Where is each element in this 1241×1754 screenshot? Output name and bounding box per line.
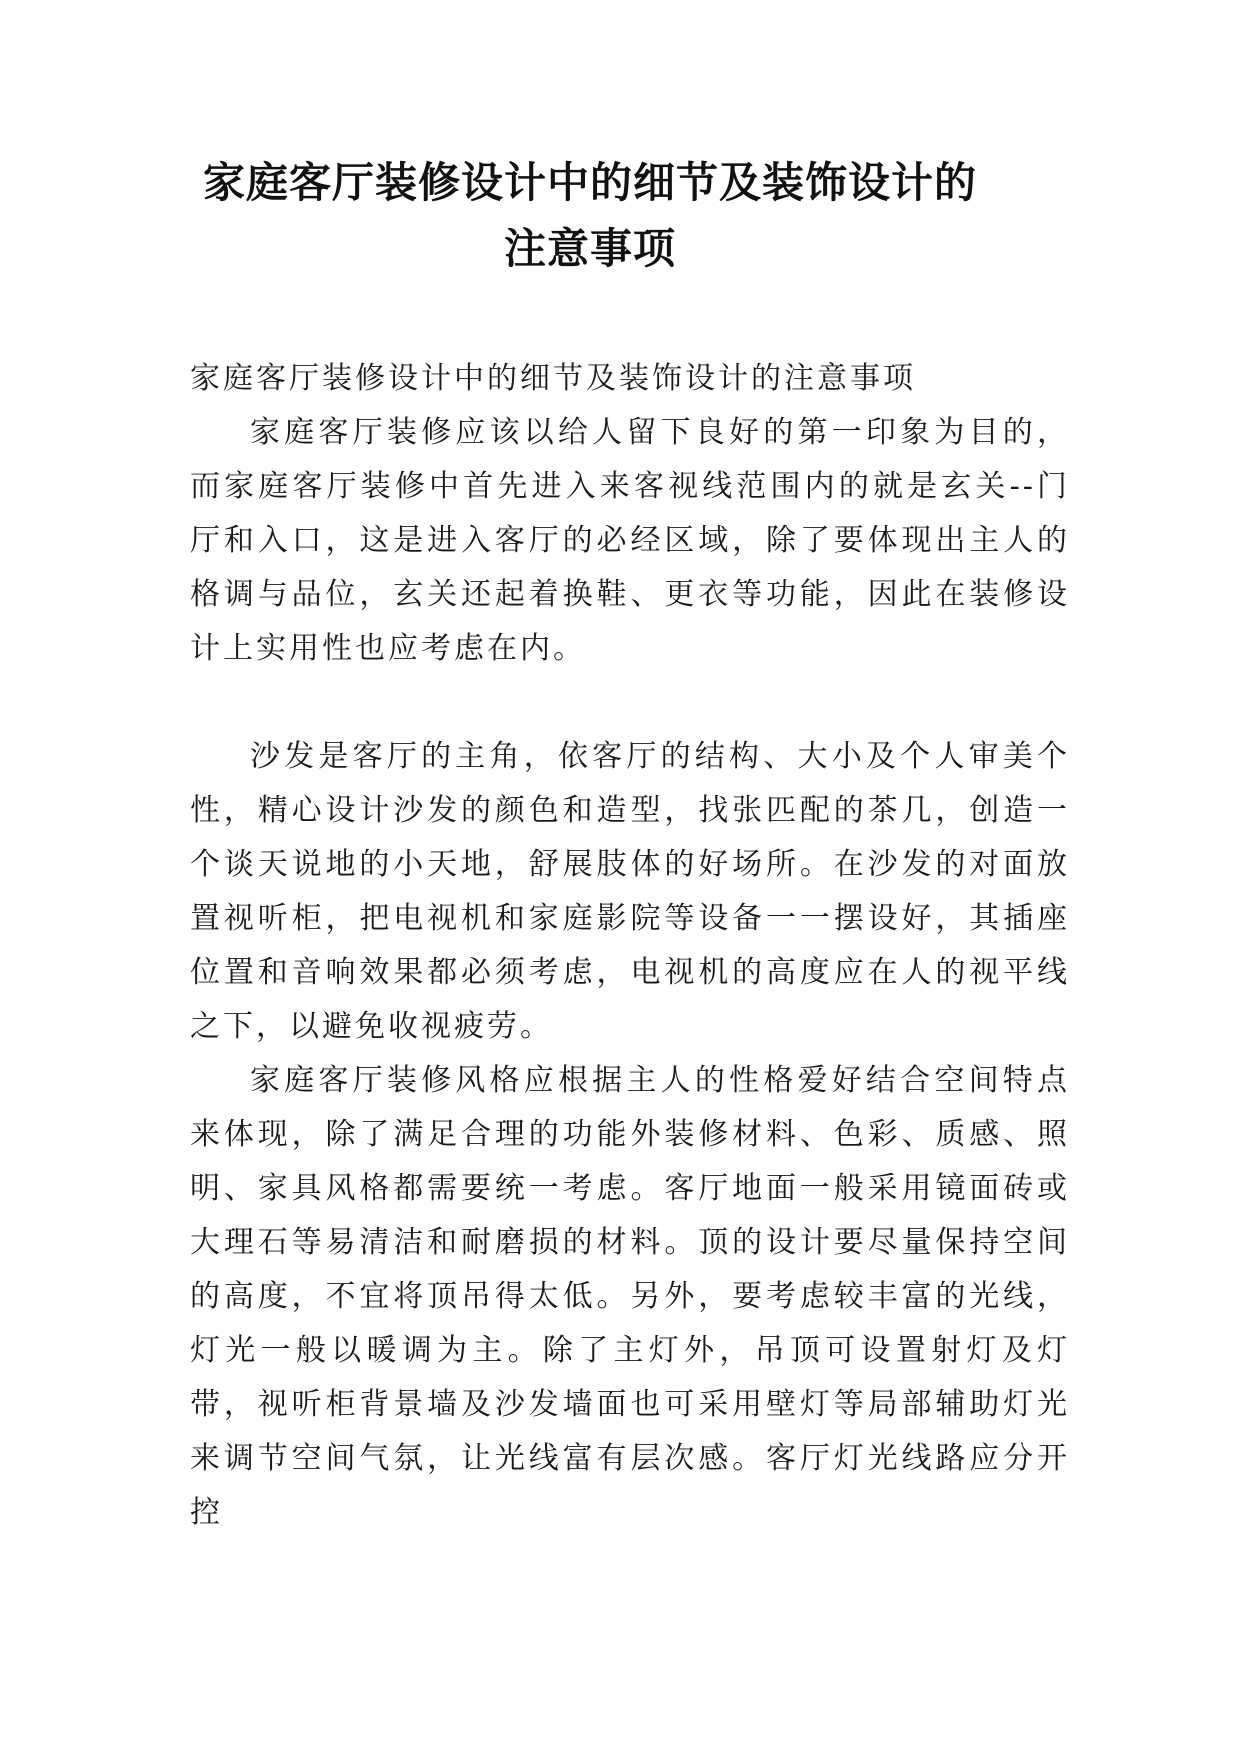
title-line-1: 家庭客厅装修设计中的细节及装饰设计的 <box>202 158 977 207</box>
paragraph-sofa: 沙发是客厅的主角，依客厅的结构、大小及个人审美个性，精心设计沙发的颜色和造型，找张匹配的茶几，创造一个谈天说地的小天地，舒展肢体的好场所。在沙发的对面放置视听柜，把电视机和家庭影院等设备一一摆设好，其插座位置和音响效果都必须考虑，电视机的高度应在人的视平线之下，以避免收视疲劳。 <box>190 739 1070 1044</box>
paragraph-entrance: 家庭客厅装修应该以给人留下良好的第一印象为目的，而家庭客厅装修中首先进入来客视线范围内的就是玄关--门厅和入口，这是进入客厅的必经区域，除了要体现出主人的格调与品位，玄关还起着换鞋、更衣等功能，因此在装修设计上实用性也应考虑在内。 <box>190 415 1070 666</box>
document-body <box>190 352 1070 1540</box>
document-subtitle: 家庭客厅装修设计中的细节及装饰设计的注意事项 <box>190 361 916 396</box>
paragraph-style: 家庭客厅装修风格应根据主人的性格爱好结合空间特点来体现，除了满足合理的功能外装修材料、色彩、质感、照明、家具风格都需要统一考虑。客厅地面一般采用镜面砖或大理石等易清洁和耐磨损的材料。顶的设计要尽量保持空间的高度，不宜将顶吊得太低。另外，要考虑较丰富的光线，灯光一般以暖调为主。除了主灯外，吊顶可设置射灯及灯带，视听柜背景墙及沙发墙面也可采用壁灯等局部辅助灯光来调节空间气氛，让光线富有层次感。客厅灯光线路应分开控 <box>190 1063 1070 1530</box>
title-line-2: 注意事项 <box>503 224 676 273</box>
document-title <box>130 150 1050 282</box>
